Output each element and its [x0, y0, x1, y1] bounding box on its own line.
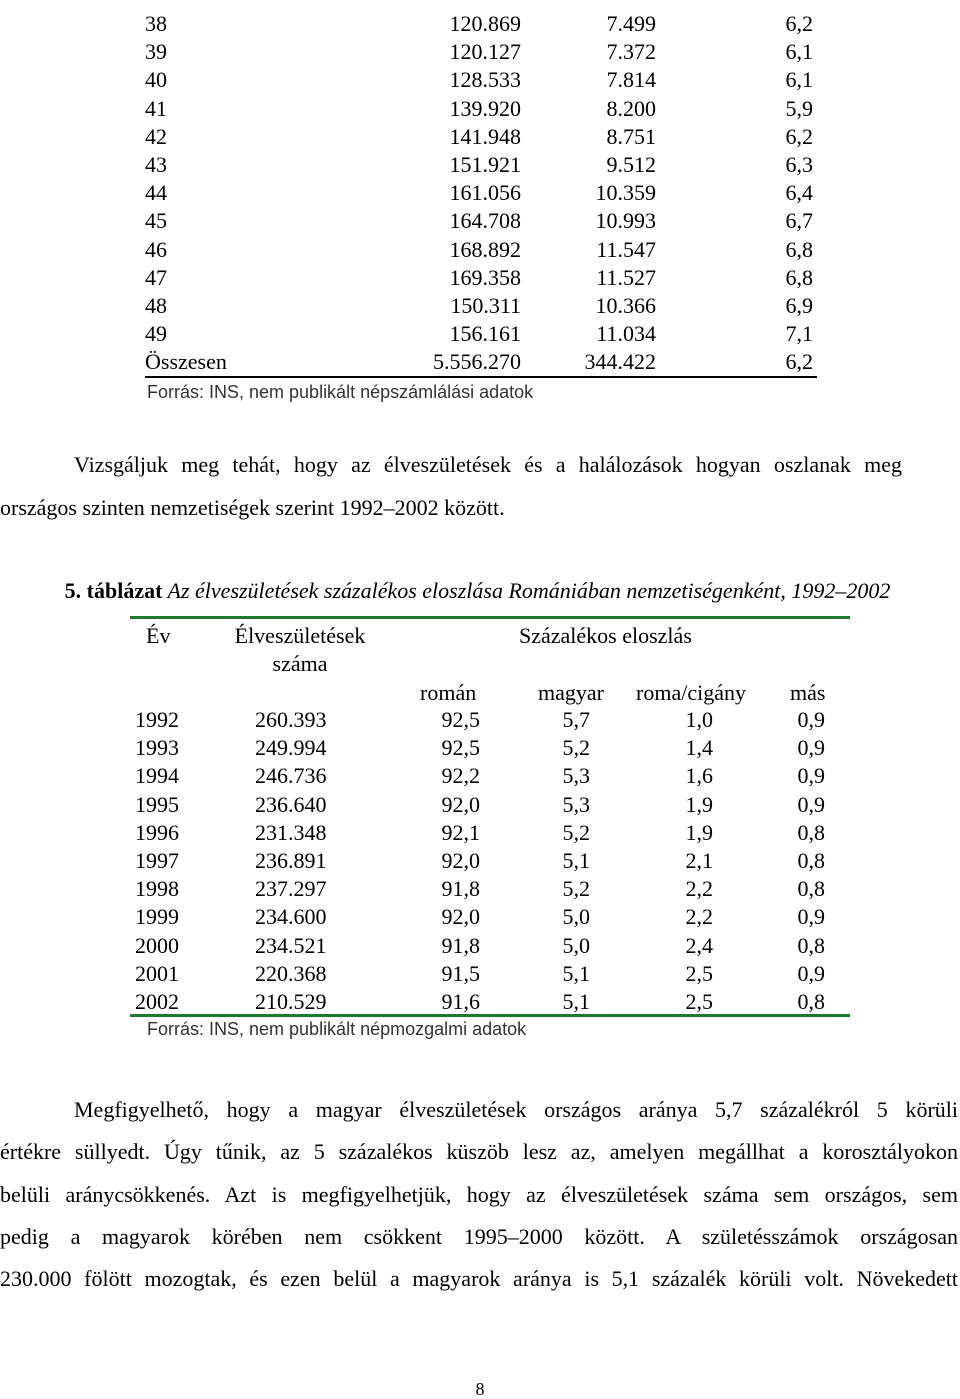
table-1-cell: 6,4 — [785, 180, 813, 206]
table-1-cell: 150.311 — [450, 293, 521, 318]
table-2-row — [135, 903, 835, 931]
table-1-cell: 164.708 — [449, 208, 521, 234]
table-2-caption-title: Az élveszületések százalékos eloszlása Romániában nemzetiségenként, 1992–2002 — [167, 578, 891, 603]
table-2-cell: 2,5 — [685, 989, 713, 1014]
table-2-cell: 2,4 — [685, 932, 713, 958]
table-1-row — [145, 348, 817, 376]
table-2-cell: 2001 — [135, 960, 179, 986]
header-births — [210, 622, 390, 678]
table-1-cell: 8.751 — [606, 123, 656, 149]
table-1-cell: 9.512 — [606, 152, 656, 177]
table-2-top-rule — [130, 616, 850, 619]
table-2-cell: 5,3 — [562, 763, 590, 789]
table-2-cell: 1,6 — [685, 763, 713, 789]
table-1-row — [145, 207, 817, 235]
table-1-cell: 6,9 — [785, 293, 813, 318]
table-2-source: Forrás: INS, nem publikált népmozgalmi adatok — [147, 1019, 527, 1039]
table-1-row — [145, 292, 817, 320]
table-2-cell: 2,1 — [685, 848, 713, 873]
table-1-cell: 141.948 — [449, 123, 521, 149]
table-2-cell: 0,8 — [797, 989, 825, 1014]
table-2-cell: 1,9 — [685, 791, 713, 817]
table-2-row — [135, 988, 835, 1016]
table-2-cell: 236.640 — [255, 791, 327, 817]
table-1-cell: 11.034 — [596, 321, 656, 347]
header-year: Év — [146, 623, 171, 648]
table-1-cell: 43 — [145, 152, 167, 177]
table-1-row — [145, 320, 817, 348]
table-2-cell: 1993 — [135, 735, 179, 761]
table-1-row — [145, 179, 817, 207]
table-1-cell: 49 — [145, 321, 167, 347]
table-1-cell: 151.921 — [449, 152, 521, 177]
table-2-cell: 0,8 — [797, 876, 825, 902]
table-1-cell: 7.372 — [606, 39, 656, 65]
table-1-cell: 5,9 — [785, 95, 813, 121]
table-1-cell: 7.814 — [606, 67, 656, 93]
table-1-cell: 161.056 — [449, 180, 521, 206]
table-1-cell: 128.533 — [449, 67, 521, 93]
table-2-cell: 0,9 — [797, 960, 825, 986]
table-1-cell: 6,1 — [785, 39, 813, 65]
table-1-cell: 139.920 — [449, 95, 521, 121]
page-number: 8 — [475, 1379, 485, 1399]
table-1-source: Forrás: INS, nem publikált népszámlálási adatok — [147, 382, 534, 402]
header-roman: román — [420, 680, 477, 705]
table-1-cell: 42 — [145, 123, 167, 149]
table-1-row — [145, 123, 817, 151]
table-1-cell: Összesen — [145, 349, 227, 375]
table-2-cell: 234.521 — [255, 932, 327, 958]
paragraph-2-line-1: Megfigyelhető, hogy a magyar élveszületések országos aránya 5,7 százalékról 5 körüli — [74, 1097, 958, 1122]
table-2-cell: 2,2 — [685, 904, 713, 930]
table-2-cell: 0,9 — [797, 791, 825, 817]
table-2-cell: 5,1 — [562, 960, 590, 986]
table-1-cell: 47 — [145, 264, 167, 290]
header-births-line-2: száma — [272, 651, 328, 676]
header-roma: roma/cigány — [636, 680, 746, 705]
table-2-cell: 91,6 — [441, 989, 480, 1014]
table-2-cell: 5,0 — [562, 932, 590, 958]
table-2-cell: 1994 — [135, 763, 179, 789]
table-2-cell: 1998 — [135, 876, 179, 902]
paragraph-2-line-5: 230.000 fölött mozogtak, és ezen belül a magyarok aránya is 5,1 százalék körüli volt. Növekedett — [0, 1266, 958, 1291]
table-1-cell: 7,1 — [785, 321, 813, 347]
table-2-cell: 1997 — [135, 848, 179, 873]
table-1-cell: 6,1 — [785, 67, 813, 93]
table-1-cell: 5.556.270 — [433, 349, 521, 375]
header-births-line-1: Élveszületések — [234, 623, 366, 648]
table-2-cell: 5,2 — [562, 819, 590, 845]
table-1-bottom-rule — [145, 376, 817, 378]
paragraph-2-line-4: pedig a magyarok körében nem csökkent 1995–2000 között. A születésszámok országosan — [0, 1224, 958, 1249]
table-2-row — [135, 847, 835, 875]
table-2-cell: 1,9 — [685, 819, 713, 845]
table-2-cell: 5,7 — [562, 707, 590, 732]
table-2-cell: 1992 — [135, 707, 179, 732]
table-2-cell: 92,5 — [441, 735, 480, 761]
table-2-cell: 210.529 — [255, 989, 327, 1014]
table-2-cell: 92,1 — [441, 819, 480, 845]
table-2-cell: 236.891 — [255, 848, 327, 873]
table-1-row — [145, 66, 817, 94]
table-1-cell: 10.993 — [595, 208, 656, 234]
table-2-cell: 5,0 — [562, 904, 590, 930]
header-distribution: Százalékos eloszlás — [519, 623, 692, 648]
table-2-caption-number: 5. táblázat — [64, 578, 163, 603]
header-other: más — [790, 680, 826, 705]
table-1-cell: 120.127 — [449, 39, 521, 65]
table-2-cell: 1995 — [135, 791, 179, 817]
table-2-cell: 249.994 — [255, 735, 327, 761]
table-2-cell: 237.297 — [255, 876, 327, 902]
table-1-row — [145, 95, 817, 123]
table-1-cell: 11.547 — [596, 236, 656, 262]
table-2-cell: 220.368 — [255, 960, 327, 986]
table-2-cell: 92,5 — [441, 707, 480, 732]
table-2-cell: 92,2 — [441, 763, 480, 789]
table-2-cell: 234.600 — [255, 904, 327, 930]
table-2-cell: 0,8 — [797, 848, 825, 873]
paragraph-2-line-3: belüli aránycsökkenés. Azt is megfigyelhetjük, hogy az élveszületések száma sem országos, sem — [0, 1182, 958, 1207]
table-1-cell: 39 — [145, 39, 167, 65]
table-1-row — [145, 10, 817, 38]
table-1-cell: 6,2 — [785, 123, 813, 149]
header-magyar: magyar — [538, 680, 604, 705]
table-2-cell: 0,8 — [797, 932, 825, 958]
table-1-cell: 10.366 — [595, 293, 656, 318]
table-2-cell: 5,2 — [562, 876, 590, 902]
table-1-cell: 6,3 — [785, 152, 813, 177]
table-2-cell: 0,9 — [797, 763, 825, 789]
table-1-row — [145, 236, 817, 264]
table-2-row — [135, 819, 835, 847]
table-1-cell: 7.499 — [606, 11, 656, 36]
table-1-cell: 44 — [145, 180, 167, 206]
table-2-row — [135, 960, 835, 988]
table-1-cell: 40 — [145, 67, 167, 93]
table-1-cell: 169.358 — [449, 264, 521, 290]
paragraph-2-line-2: értékre süllyedt. Úgy tűnik, az 5 százalékos küszöb lesz az, amelyen megállhat a korosztályokon — [0, 1139, 958, 1164]
table-1-cell: 48 — [145, 293, 167, 318]
table-1-cell: 6,8 — [785, 236, 813, 262]
table-2-row — [135, 706, 835, 734]
table-1-cell: 344.422 — [584, 349, 656, 375]
table-2-row — [135, 791, 835, 819]
table-2-cell: 5,2 — [562, 735, 590, 761]
table-2-cell: 0,9 — [797, 904, 825, 930]
table-1-cell: 6,8 — [785, 264, 813, 290]
table-2-cell: 2002 — [135, 989, 179, 1014]
paragraph-1-line-2: országos szinten nemzetiségek szerint 1992–2002 között. — [0, 495, 505, 520]
table-1-cell: 45 — [145, 208, 167, 234]
table-2-cell: 5,1 — [562, 848, 590, 873]
table-2-cell: 91,8 — [441, 876, 480, 902]
table-2-cell: 1,0 — [685, 707, 713, 732]
table-2-cell: 1,4 — [685, 735, 713, 761]
table-1-cell: 10.359 — [595, 180, 656, 206]
table-2-cell: 2000 — [135, 932, 179, 958]
table-2-cell: 92,0 — [441, 904, 480, 930]
table-2-bottom-rule — [130, 1014, 850, 1017]
table-2-cell: 260.393 — [255, 707, 327, 732]
table-1-cell: 11.527 — [596, 264, 656, 290]
table-2-caption — [0, 576, 955, 606]
table-1-cell: 168.892 — [449, 236, 521, 262]
table-2-cell: 91,5 — [441, 960, 480, 986]
table-1-cell: 38 — [145, 11, 167, 36]
table-1-cell: 120.869 — [449, 11, 521, 36]
table-1-cell: 41 — [145, 95, 167, 121]
paragraph-1-line-1: Vizsgáljuk meg tehát, hogy az élveszületések és a halálozások hogyan oszlanak meg — [74, 452, 902, 477]
table-2-cell: 92,0 — [441, 848, 480, 873]
table-2-row — [135, 734, 835, 762]
table-2-cell: 5,3 — [562, 791, 590, 817]
table-2-cell: 2,2 — [685, 876, 713, 902]
table-1-row — [145, 38, 817, 66]
table-2-row — [135, 932, 835, 960]
table-1-row — [145, 264, 817, 292]
table-2-cell: 2,5 — [685, 960, 713, 986]
table-2-cell: 92,0 — [441, 791, 480, 817]
table-1-cell: 6,2 — [785, 11, 813, 36]
table-1-cell: 8.200 — [606, 95, 656, 121]
table-2-row — [135, 762, 835, 790]
table-2-cell: 1996 — [135, 819, 179, 845]
table-2-cell: 0,9 — [797, 707, 825, 732]
table-2-cell: 0,8 — [797, 819, 825, 845]
table-1-cell: 46 — [145, 236, 167, 262]
table-2-cell: 91,8 — [441, 932, 480, 958]
table-1-cell: 6,7 — [785, 208, 813, 234]
table-2-cell: 1999 — [135, 904, 179, 930]
table-1-cell: 156.161 — [449, 321, 521, 347]
table-2-cell: 0,9 — [797, 735, 825, 761]
table-1-row — [145, 151, 817, 179]
table-2-cell: 5,1 — [562, 989, 590, 1014]
table-2-row — [135, 875, 835, 903]
table-2-cell: 246.736 — [255, 763, 327, 789]
table-1-cell: 6,2 — [785, 349, 813, 375]
table-2-cell: 231.348 — [255, 819, 327, 845]
